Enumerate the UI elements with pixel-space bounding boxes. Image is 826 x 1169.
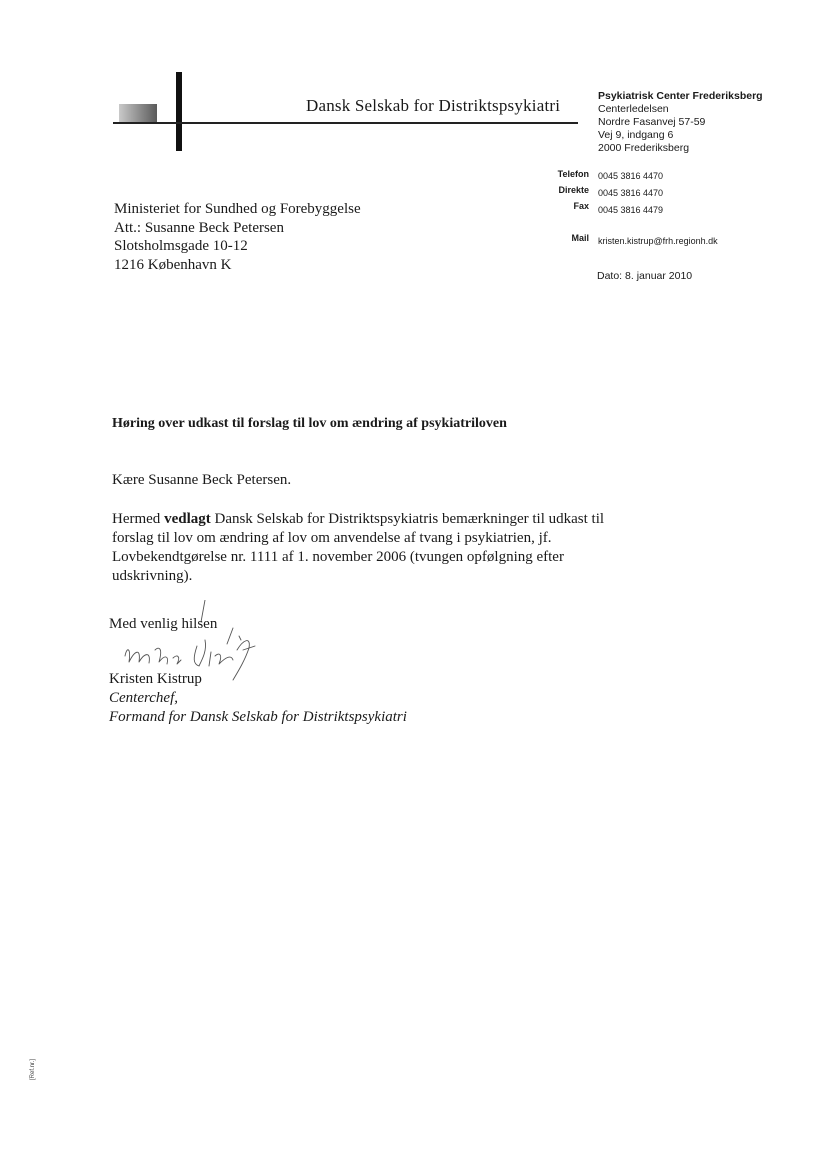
letter-closing: Med venlig hilsen [109,616,218,632]
sender-address-line2: Vej 9, indgang 6 [598,129,674,141]
sender-name: Psykiatrisk Center Frederiksberg [598,90,763,102]
body-line [112,510,605,529]
letterhead-rule [113,122,578,124]
letter-subject: Høring over udkast til forslag til lov om ændring af psykiatriloven [112,416,507,431]
mail-label: Mail [571,233,589,243]
sender-address [598,90,763,155]
body-line1-rest: Dansk Selskab for Distriktspsykiatris bemærkninger til udkast til [210,511,605,527]
direkte-value: 0045 3816 4470 [598,188,664,198]
recipient-line: Slotsholmsgade 10-12 [114,238,248,254]
logo-gradient-square [119,104,157,124]
signer-role: Formand for Dansk Selskab for Distriktspsykiatri [109,709,407,725]
margin-reference: [Ref.nr.] [30,1058,36,1080]
body-line: forslag til lov om ændring af lov om anvendelse af tvang i psykiatrien, jf. [112,530,552,546]
signer-title: Centerchef, [109,690,179,706]
telefon-value: 0045 3816 4470 [598,171,664,181]
fax-label: Fax [573,201,589,211]
organization-title: Dansk Selskab for Distriktspsykiatri [306,96,561,115]
body-line: udskrivning). [112,568,193,584]
fax-value: 0045 3816 4479 [598,205,664,215]
direkte-label: Direkte [558,185,589,195]
recipient-address [114,200,361,274]
logo-vertical-bar [176,72,182,151]
sender-city: 2000 Frederiksberg [598,142,690,154]
mail-value: kristen.kistrup@frh.regionh.dk [598,236,718,246]
body-line: Lovbekendtgørelse nr. 1111 af 1. november 2006 (tvungen opfølgning efter [112,549,564,565]
telefon-label: Telefon [557,169,589,179]
signer-name: Kristen Kistrup [109,671,202,687]
recipient-line: 1216 København K [114,256,232,273]
letter-greeting: Kære Susanne Beck Petersen. [112,472,292,488]
body-prefix: Hermed [112,511,165,527]
recipient-line: Att.: Susanne Beck Petersen [114,219,284,236]
letter-body [112,510,605,586]
body-emphasis: vedlagt [164,511,211,527]
sender-address-line1: Nordre Fasanvej 57-59 [598,116,706,128]
recipient-line: Ministeriet for Sundhed og Forebyggelse [114,201,361,217]
letter-date: Dato: 8. januar 2010 [597,270,693,282]
sender-department: Centerledelsen [598,103,669,115]
